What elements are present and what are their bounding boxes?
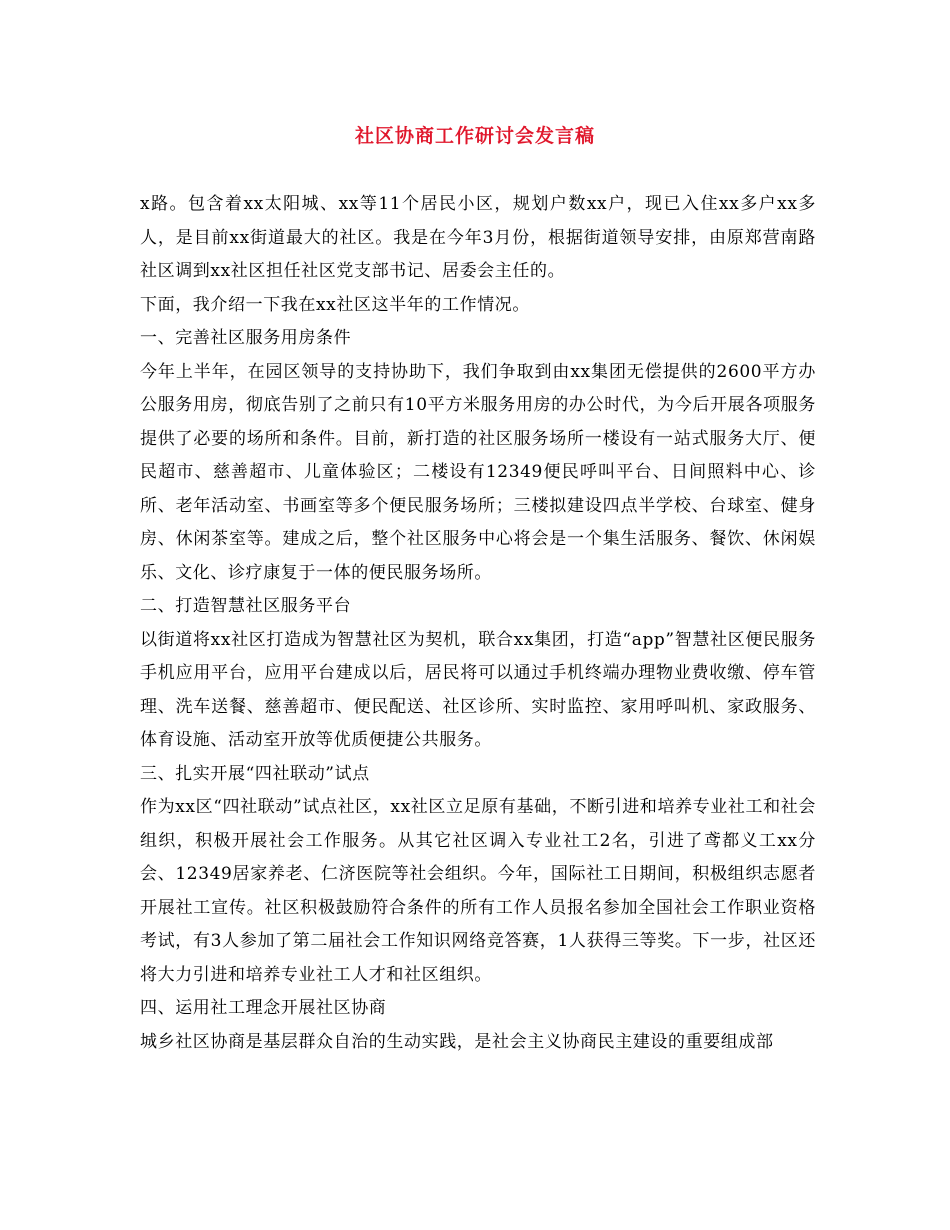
section-heading-3: 三、扎实开展“四社联动”试点 (140, 763, 370, 784)
section-paragraph-2: 以街道将xx社区打造成为智慧社区为契机，联合xx集团，打造“app”智慧社区便民服务手机应用平台，应用平台建成以后，居民将可以通过手机终端办理物业费收缴、停车管理、洗车送餐、慈善超市、便民配送、社区诊所、实时监控、家用呼叫机、家政服务、体育设施、活动室开放等优质便捷公共服务。 (140, 629, 816, 750)
section-heading-2: 二、打造智慧社区服务平台 (140, 596, 352, 616)
paragraph-overview: 下面，我介绍一下我在xx社区这半年的工作情况。 (140, 294, 530, 315)
document-title: 社区协商工作研讨会发言稿 (354, 125, 595, 147)
section-paragraph-3: 作为xx区“四社联动”试点社区，xx社区立足原有基础，不断引进和培养专业社工和社会组织，积极开展社会工作服务。从其它社区调入专业社工2名，引进了鸢都义工xx分会、12349居家养老、仁济医院等社会组织。今年，国际社工日期间，积极组织志愿者开展社工宣传。社区积极鼓励符合条件的所有工作人员报名参加全国社会工作职业资格考试，有3人参加了第二届社会工作知识网络竞答赛，1人获得三等奖。下一步，社区还将大力引进和培养专业社工人才和社区组织。 (140, 797, 816, 985)
section-heading-1: 一、完善社区服务用房条件 (140, 328, 352, 348)
section-heading-4: 四、运用社工理念开展社区协商 (140, 998, 387, 1018)
paragraph-intro: x路。包含着xx太阳城、xx等11个居民小区，规划户数xx户，现已入住xx多户xx多人，是目前xx街道最大的社区。我是在今年3月份，根据街道领导安排，由原郑营南路社区调到xx社区担任社区党支部书记、居委会主任的。 (140, 194, 816, 281)
section-paragraph-4: 城乡社区协商是基层群众自治的生动实践，是社会主义协商民主建设的重要组成部 (140, 1031, 774, 1052)
section-paragraph-1: 今年上半年，在园区领导的支持协助下，我们争取到由xx集团无偿提供的2600平方办公服务用房，彻底告别了之前只有10平方米服务用房的办公时代，为今后开展各项服务提供了必要的场所和条件。目前，新打造的社区服务场所一楼设有一站式服务大厅、便民超市、慈善超市、儿童体验区；二楼设有12349便民呼叫平台、日间照料中心、诊所、老年活动室、书画室等多个便民服务场所；三楼拟建设四点半学校、台球室、健身房、休闲茶室等。建成之后，整个社区服务中心将会是一个集生活服务、餐饮、休闲娱乐、文化、诊疗康复于一体的便民服务场所。 (140, 361, 816, 583)
document-body (140, 188, 816, 1059)
